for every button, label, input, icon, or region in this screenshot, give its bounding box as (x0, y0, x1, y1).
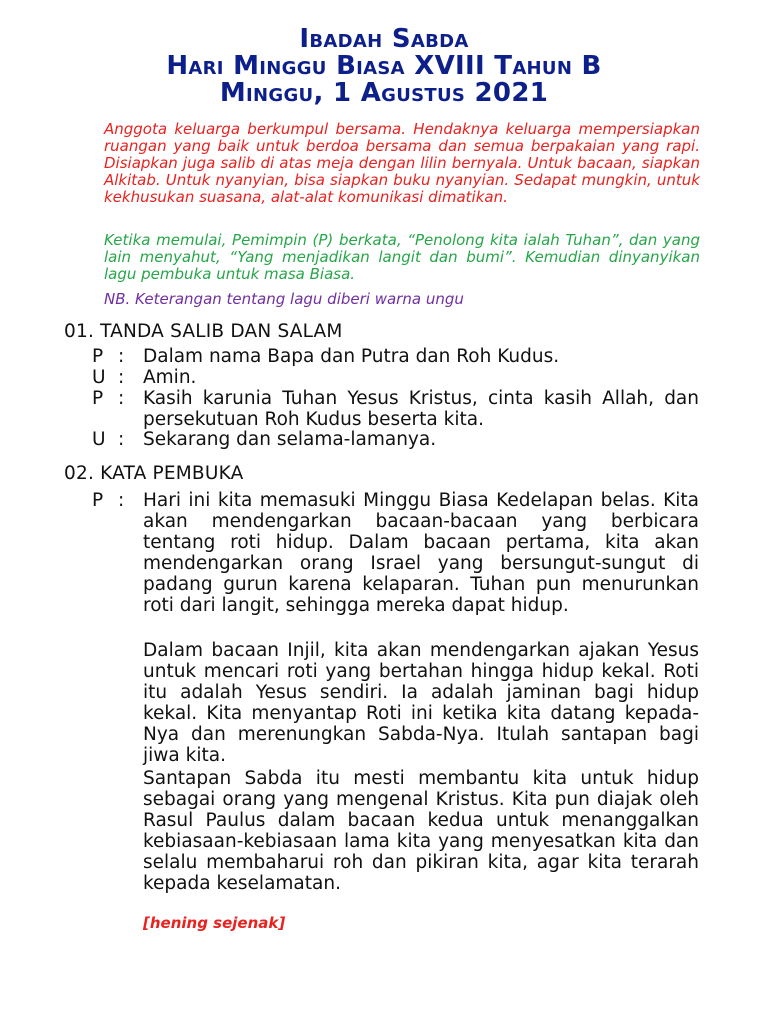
opening-paragraph: Hari ini kita memasuki Minggu Biasa Kedelapan belas. Kita akan mendengarkan bacaan-bacaan yang berbicara tentang roti hidup. Dalam bacaan pertama, kita akan mendengarkan orang Israel yang bersungut-sungut di padang gurun karena kelaparan. Tuhan pun menurunkan roti dari langit, sehingga mereka dapat hidup. (143, 490, 699, 616)
dialog-text: Sekarang dan selama-lamanya. (143, 429, 437, 450)
section-heading-opening-words: 02. KATA PEMBUKA (64, 463, 244, 484)
speaker-colon: : (118, 388, 125, 409)
intro-instruction-red: Anggota keluarga berkumpul bersama. Hendaknya keluarga mempersiapkan ruangan yang baik untuk berdoa bersama dan semua berpakaian yang rapi. Disiapkan juga salib di atas meja dengan lilin bernyala. Untuk bacaan, siapkan Alkitab. Untuk nyanyian, bisa siapkan buku nyanyian. Sedapat mungkin, untuk kekhusukan suasana, alat-alat komunikasi dimatikan. (104, 120, 700, 206)
dialog-text: Amin. (143, 367, 197, 388)
song-color-note: NB. Keterangan tentang lagu diberi warna ungu (104, 290, 464, 308)
section-heading-sign-of-cross: 01. TANDA SALIB DAN SALAM (64, 321, 343, 342)
opening-paragraph: Santapan Sabda itu mesti membantu kita untuk hidup sebagai orang yang mengenal Kristus. Kita pun diajak oleh Rasul Paulus dalam bacaan kedua untuk menanggalkan kebiasaan-kebiasaan lama kita yang menyesatkan kita dan selalu membaharui roh dan pikiran kita, agar kita terarah kepada keselamatan. (143, 768, 699, 894)
dialog-text: Dalam nama Bapa dan Putra dan Roh Kudus. (143, 346, 560, 367)
speaker-label: P (92, 346, 104, 367)
silence-rubric: [hening sejenak] (143, 914, 286, 932)
opening-paragraph: Dalam bacaan Injil, kita akan mendengarkan ajakan Yesus untuk mencari roti yang bertahan hingga hidup kekal. Roti itu adalah Yesus sendiri. Ia adalah jaminan bagi hidup kekal. Kita menyantap Roti ini ketika kita datang kepada-Nya dan merenungkan Sabda-Nya. Itulah santapan bagi jiwa kita. (143, 640, 699, 766)
title-line-service: Ibadah Sabda (299, 24, 469, 54)
dialog-text: Kasih karunia Tuhan Yesus Kristus, cinta kasih Allah, dan persekutuan Roh Kudus beserta kita. (143, 388, 699, 430)
intro-instruction-green: Ketika memulai, Pemimpin (P) berkata, “Penolong kita ialah Tuhan”, dan yang lain menyahut, “Yang menjadikan langit dan bumi”. Kemudian dinyanyikan lagu pembuka untuk masa Biasa. (104, 231, 700, 283)
speaker-colon: : (118, 429, 125, 450)
speaker-label: P (92, 388, 104, 409)
title-line-date: Minggu, 1 Agustus 2021 (219, 78, 549, 108)
document-title (0, 26, 768, 107)
speaker-label: P (92, 490, 104, 511)
speaker-label: U (92, 367, 106, 388)
speaker-colon: : (118, 346, 125, 367)
title-line-sunday: Hari Minggu Biasa XVIII Tahun B (166, 51, 602, 81)
speaker-label: U (92, 429, 106, 450)
speaker-colon: : (118, 490, 125, 511)
speaker-colon: : (118, 367, 125, 388)
